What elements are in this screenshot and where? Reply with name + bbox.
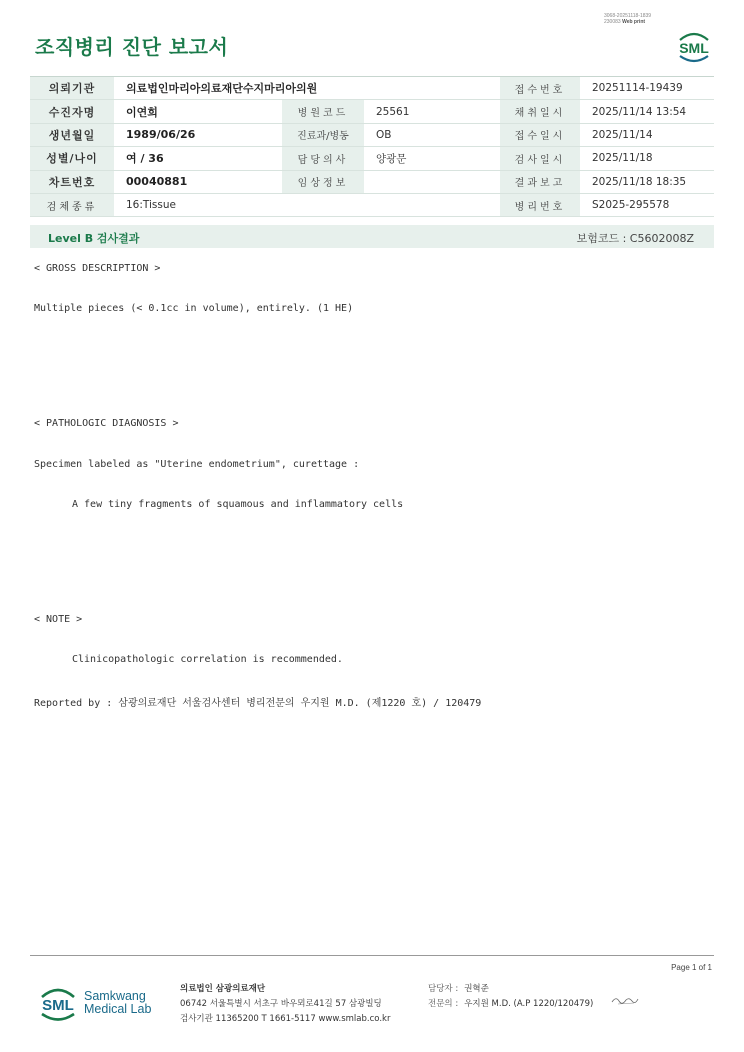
label-specimen-type: 검체종류: [30, 193, 114, 216]
print-code-line1: 3068-20251118-1839: [604, 13, 652, 19]
label-requesting-institution: 의뢰기관: [30, 77, 114, 100]
label-hospital-code: 병원코드: [282, 100, 364, 123]
value-receipt-date: 2025/11/14: [580, 123, 714, 146]
staff-row: [428, 982, 593, 997]
brand-name: [84, 990, 151, 1016]
staff-label: 담당자 :: [428, 984, 459, 994]
org-address: 06742 서울특별시 서초구 바우뫼로41길 57 삼광빌딩: [180, 999, 382, 1009]
page-title: 조직병리 진단 보고서: [35, 35, 229, 59]
diagnosis-text: A few tiny fragments of squamous and inflammatory cells: [72, 499, 404, 510]
label-birth-date: 생년월일: [30, 123, 114, 146]
value-hospital-code: 25561: [364, 100, 500, 123]
label-result-report: 결과보고: [500, 170, 580, 193]
table-row: [30, 123, 714, 146]
note-heading: < NOTE >: [34, 614, 83, 625]
print-code-number: 230083: [604, 19, 621, 25]
label-chart-number: 차트번호: [30, 170, 114, 193]
label-clinical-info: 임상정보: [282, 170, 364, 193]
result-level-label: Level B 검사결과: [48, 232, 140, 245]
value-sex-age: 여 / 36: [114, 147, 282, 170]
label-pathology-number: 병리번호: [500, 193, 580, 216]
page-number: Page 1 of 1: [671, 963, 712, 972]
footer-divider: [30, 955, 714, 956]
table-row: [30, 100, 714, 123]
value-receipt-number: 20251114-19439: [580, 77, 714, 100]
value-attending-physician: 양광문: [364, 147, 500, 170]
reported-by: Reported by : 삼광의료재단 서울검사센터 병리전문의 우지원 M.D. (제1220 호) / 120479: [34, 698, 482, 709]
samkwang-logo-icon: [36, 981, 80, 1025]
value-department: OB: [364, 123, 500, 146]
samkwang-logo-text: SML: [42, 997, 74, 1014]
value-requesting-institution: 의료법인마리아의료재단수지마리아의원: [114, 77, 500, 100]
value-test-date: 2025/11/18: [580, 147, 714, 170]
label-sex-age: 성별/나이: [30, 147, 114, 170]
print-code-label: Web print: [622, 19, 646, 25]
value-collection-datetime: 2025/11/14 13:54: [580, 100, 714, 123]
staff-info: [428, 982, 593, 1012]
note-text: Clinicopathologic correlation is recommended.: [72, 654, 343, 665]
gross-text: Multiple pieces (< 0.1cc in volume), entirely. (1 HE): [34, 303, 354, 314]
print-code: [604, 13, 651, 25]
brand-line1: Samkwang: [84, 989, 146, 1003]
value-patient-name: 이연희: [114, 100, 282, 123]
signature-icon: [610, 993, 640, 1007]
value-pathology-number: S2025-295578: [580, 193, 714, 216]
result-level-bar: [30, 225, 714, 248]
value-birth-date: 1989/06/26: [114, 123, 282, 146]
sml-logo-icon: [674, 26, 714, 66]
sml-logo-text: SML: [679, 40, 709, 56]
diagnosis-heading: < PATHOLOGIC DIAGNOSIS >: [34, 418, 179, 429]
gross-heading: < GROSS DESCRIPTION >: [34, 263, 161, 274]
insurance-code: 보험코드 : C5602008Z: [576, 232, 694, 245]
label-test-date: 검사일시: [500, 147, 580, 170]
table-row: [30, 147, 714, 170]
label-patient-name: 수진자명: [30, 100, 114, 123]
table-row: [30, 77, 714, 100]
specialist-label: 전문의 :: [428, 999, 459, 1009]
specialist-row: [428, 997, 593, 1012]
org-info: [180, 982, 390, 1027]
label-department: 진료과/병동: [282, 123, 364, 146]
table-row: [30, 193, 714, 216]
brand-line2: Medical Lab: [84, 1002, 152, 1016]
staff-name: 권혁준: [464, 984, 489, 994]
value-clinical-info: [364, 170, 500, 193]
value-chart-number: 00040881: [114, 170, 282, 193]
diagnosis-specimen: Specimen labeled as "Uterine endometrium", curettage :: [34, 459, 360, 470]
print-code-line2: [604, 19, 651, 25]
patient-info-table: [30, 76, 714, 217]
value-result-report: 2025/11/18 18:35: [580, 170, 714, 193]
label-attending-physician: 담당의사: [282, 147, 364, 170]
org-contact: 검사기관 11365200 T 1661-5117 www.smlab.co.kr: [180, 1014, 391, 1024]
label-receipt-date: 접수일시: [500, 123, 580, 146]
specialist-name: 우지원 M.D. (A.P 1220/120479): [464, 999, 594, 1009]
value-specimen-type: 16:Tissue: [114, 193, 500, 216]
label-receipt-number: 접수번호: [500, 77, 580, 100]
table-row: [30, 170, 714, 193]
org-name: 의료법인 삼광의료재단: [180, 984, 266, 994]
label-collection-datetime: 채취일시: [500, 100, 580, 123]
